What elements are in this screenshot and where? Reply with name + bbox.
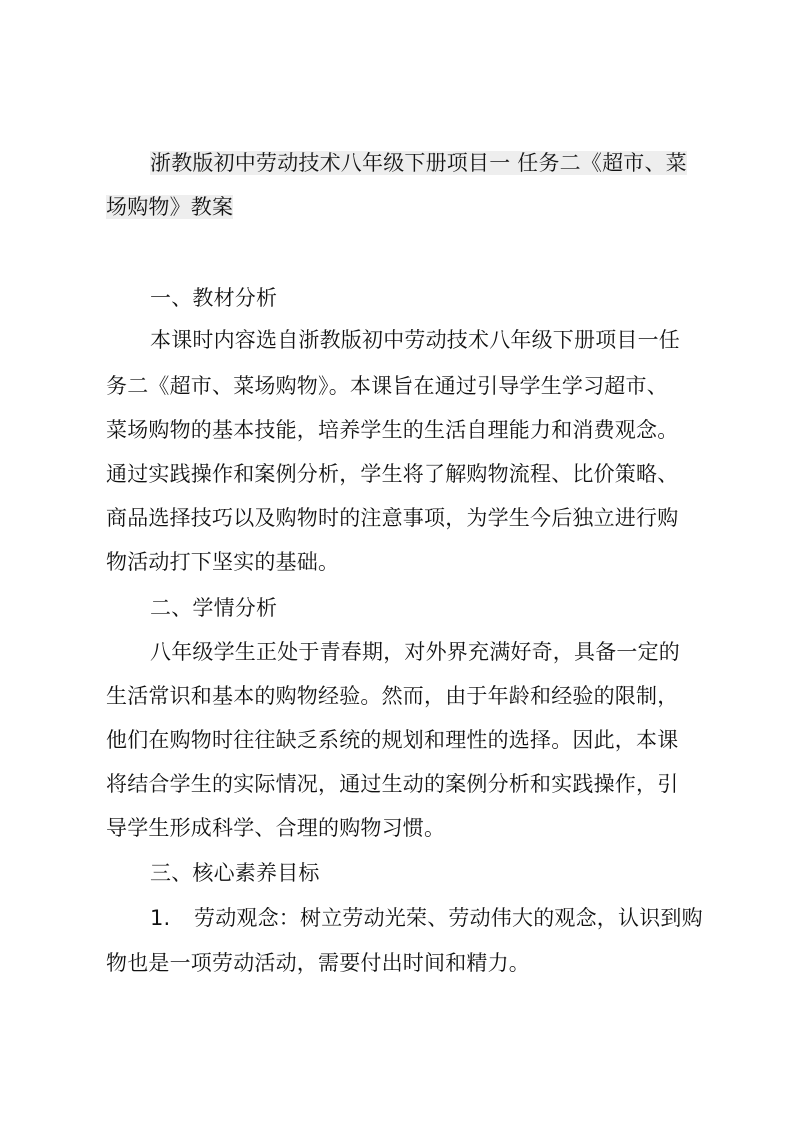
document-title-text-1: 浙教版初中劳动技术八年级下册项目一 任务二《超市、菜 xyxy=(150,151,687,175)
list-item-text-continued: 物也是一项劳动活动，需要付出时间和精力。 xyxy=(106,951,530,975)
section-heading-textbook-analysis: 一、教材分析 xyxy=(150,286,278,310)
paragraph-line: 导学生形成科学、合理的购物习惯。 xyxy=(106,816,446,840)
paragraph-line: 将结合学生的实际情况，通过生动的案例分析和实践操作，引 xyxy=(106,772,679,796)
paragraph-line: 物活动打下坚实的基础。 xyxy=(106,550,340,574)
paragraph-line: 通过实践操作和案例分析，学生将了解购物流程、比价策略、 xyxy=(106,462,679,486)
list-item-text: 劳动观念：树立劳动光荣、劳动伟大的观念，认识到购 xyxy=(194,906,703,930)
section-heading-core-literacy-goals: 三、核心素养目标 xyxy=(150,861,320,885)
paragraph-line: 本课时内容选自浙教版初中劳动技术八年级下册项目一任 xyxy=(150,328,680,352)
section-heading-learner-analysis: 二、学情分析 xyxy=(150,596,278,620)
list-item-number: 1. xyxy=(150,906,171,930)
paragraph-line: 商品选择技巧以及购物时的注意事项，为学生今后独立进行购 xyxy=(106,506,679,530)
paragraph-line: 生活常识和基本的购物经验。然而，由于年龄和经验的限制， xyxy=(106,684,679,708)
document-title-text-2: 场购物》教案 xyxy=(106,195,234,219)
paragraph-line: 菜场购物的基本技能，培养学生的生活自理能力和消费观念。 xyxy=(106,418,679,442)
paragraph-line: 他们在购物时往往缺乏系统的规划和理性的选择。因此，本课 xyxy=(106,728,679,752)
paragraph-line: 务二《超市、菜场购物》。本课旨在通过引导学生学习超市、 xyxy=(106,374,668,398)
paragraph-line: 八年级学生正处于青春期，对外界充满好奇，具备一定的 xyxy=(150,640,680,664)
document-title-line-1 xyxy=(150,148,687,178)
document-title-line-2 xyxy=(106,192,233,222)
